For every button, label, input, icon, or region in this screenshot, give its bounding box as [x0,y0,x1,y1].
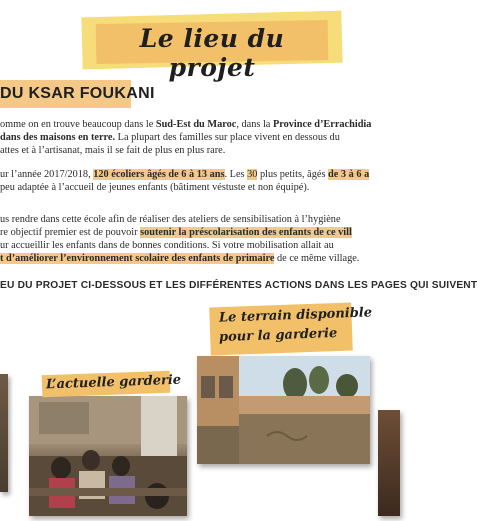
paragraph-line [0,118,420,131]
paragraph-location [0,118,420,157]
text-fragment: de ce même village. [274,253,360,264]
label-terrain-line2: pour la garderie [218,325,338,346]
land-illustration [197,356,370,464]
paragraph-line [0,131,420,144]
paragraph-line [0,144,420,157]
label-terrain-line1: Le terrain disponible [218,305,373,326]
text-fragment: La plupart des familles sur place vivent en dessous du [115,132,340,143]
photo-available-land [197,356,370,464]
photo-cropped-left [0,374,8,492]
paragraph-line [0,252,420,265]
paragraph-school [0,168,420,194]
text-fragment: . Les [224,169,248,180]
paragraph-line [0,168,420,181]
text-fragment: , dans la [236,119,273,130]
photo-current-kindergarten [29,396,187,516]
text-fragment: omme on en trouve beaucoup dans le [0,119,156,130]
text-fragment: plus petits, âgés [257,169,329,180]
text-fragment: ur l’année 2017/2018, [0,169,94,180]
label-garderie: L’actuelle garderie [45,372,182,393]
paragraph-line [0,226,420,239]
paragraph-goals [0,213,420,265]
text-fragment: ur accueillir les enfants dans de bonnes conditions. Si votre mobilisation allait au [0,240,334,251]
text-fragment: peu adaptée à l’accueil de jeunes enfants (bâtiment véstuste et non équipé). [0,182,310,193]
section-heading: DU KSAR FOUKANI [0,85,155,102]
text-fragment: us rendre dans cette école afin de réaliser des ateliers de sensibilisation à l’hygiène [0,214,341,225]
text-highlight: 30 [247,169,258,180]
text-fragment: attes et à l’artisanat, mais il se fait de plus en plus rare. [0,145,226,156]
text-fragment: re objectif premier est de pouvoir [0,227,141,238]
classroom-illustration [29,396,187,516]
text-highlight: de 3 à 6 a [328,169,370,180]
paragraph-line [0,181,420,194]
text-highlight: 120 écoliers âgés de 6 à 13 ans [93,169,225,180]
text-bold: dans des maisons en terre. [0,132,116,143]
text-highlight: t d’améliorer l’environnement scolaire des enfants de primaire [0,253,275,264]
page-title: Le lieu du projet [139,24,285,82]
text-highlight: soutenir la préscolarisation des enfants de ce vill [140,227,352,238]
call-to-action: EU DU PROJET CI-DESSOUS ET LES DIFFÉRENTES ACTIONS DANS LES PAGES QUI SUIVENT [0,280,477,291]
text-bold: Province d’Errachidia [272,119,372,130]
photo-cropped-right [378,410,400,516]
text-bold: Sud-Est du Maroc [155,119,237,130]
paragraph-line [0,239,420,252]
paragraph-line [0,213,420,226]
